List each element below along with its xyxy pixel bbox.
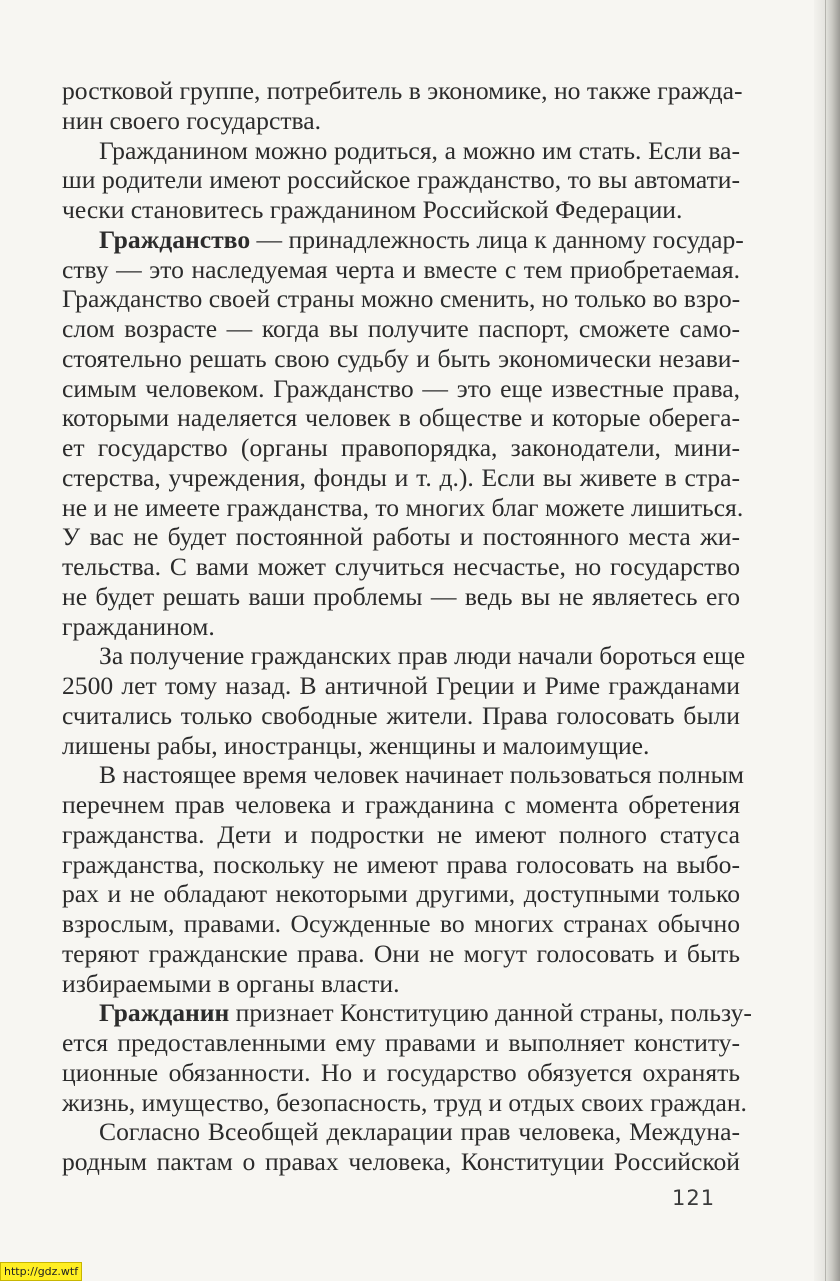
text-line: считались только свободные жители. Права голосовать были	[62, 700, 740, 730]
text-line: слом возрасте — когда вы получите паспорт, сможете само-	[62, 314, 740, 343]
term-citizenship: Гражданство	[99, 224, 251, 254]
text-line: ется предоставленными ему правами и выполняет конститу-	[62, 1028, 740, 1057]
text-line: взрослым, правами. Осужденные во многих странах обычно	[62, 909, 740, 938]
text-line: Гражданство своей страны можно сменить, но только во взро-	[62, 284, 741, 314]
text-line: стерства, учреждения, фонды и т. д.). Если вы живете в стра-	[62, 462, 740, 492]
text-line: В настоящее время человек начинает пользоваться полным	[99, 760, 744, 790]
text-line: ционные обязанности. Но и государство обязуется охранять	[62, 1057, 740, 1087]
text-line: гражданства, поскольку не имеют права голосовать на выбо-	[62, 849, 740, 879]
text-line: гражданином.	[62, 611, 215, 641]
page-text	[62, 76, 752, 1177]
text-line: родным пактам о правах человека, Конституции Российской	[62, 1147, 740, 1176]
text-line: ет государство (органы правопорядка, законодатели, мини-	[62, 433, 740, 462]
page-edge-shadow	[814, 0, 840, 1281]
text-line: ростковой группе, потребитель в экономике, но также гражда-	[62, 76, 743, 105]
text-line: У вас не будет постоянной работы и постоянного места жи-	[62, 522, 740, 552]
page-edge-line	[825, 0, 826, 1281]
text-line: жизнь, имущество, безопасность, труд и отдых своих граждан.	[62, 1087, 747, 1117]
text-line: Согласно Всеобщей декларации прав человека, Междуна-	[99, 1117, 740, 1147]
page-number: 121	[672, 1186, 716, 1210]
text-line: стоятельно решать свою судьбу и быть экономически незави-	[62, 343, 740, 373]
text-line: тельства. С вами может случиться несчастье, но государство	[62, 552, 740, 581]
text-line: ству — это наследуемая черта и вместе с тем приобретаемая.	[62, 254, 740, 284]
text-line: нин своего государства.	[62, 105, 322, 135]
text-line: рах и не обладают некоторыми другими, доступными только	[62, 879, 740, 909]
text-line-with-term	[62, 224, 744, 255]
text-line: 2500 лет тому назад. В античной Греции и Риме гражданами	[62, 671, 740, 700]
text-line: Гражданином можно родиться, а можно им стать. Если ва-	[99, 135, 740, 165]
text-line: избираемыми в органы власти.	[62, 968, 400, 998]
term-citizen: Гражданин	[99, 998, 230, 1028]
text-line: не и не имеете гражданства, то многих благ можете лишиться.	[62, 492, 744, 522]
text-line: лишены рабы, иностранцы, женщины и малоимущие.	[62, 730, 650, 760]
text-line: которыми наделяется человек в обществе и которые оберега-	[62, 403, 740, 433]
text-line-with-term	[62, 998, 752, 1028]
text-fragment: — принадлежность лица к данному государ-	[250, 224, 744, 254]
text-line: чески становитесь гражданином Российской Федерации.	[62, 195, 683, 224]
text-line: симым человеком. Гражданство — это еще известные права,	[62, 373, 740, 403]
text-line: ши родители имеют российское гражданство, то вы автомати-	[62, 165, 740, 195]
text-line: За получение гражданских прав люди начали бороться еще	[99, 641, 746, 671]
text-line: не будет решать ваши проблемы — ведь вы не являетесь его	[62, 581, 740, 611]
text-line: гражданства. Дети и подростки не имеют полного статуса	[62, 819, 740, 849]
watermark-link[interactable]: http://gdz.wtf	[0, 1262, 82, 1281]
text-line: теряют гражданские права. Они не могут голосовать и быть	[62, 938, 740, 968]
text-line: перечнем прав человека и гражданина с момента обретения	[62, 790, 740, 819]
text-fragment: признает Конституцию данной страны, пользу-	[229, 998, 752, 1028]
